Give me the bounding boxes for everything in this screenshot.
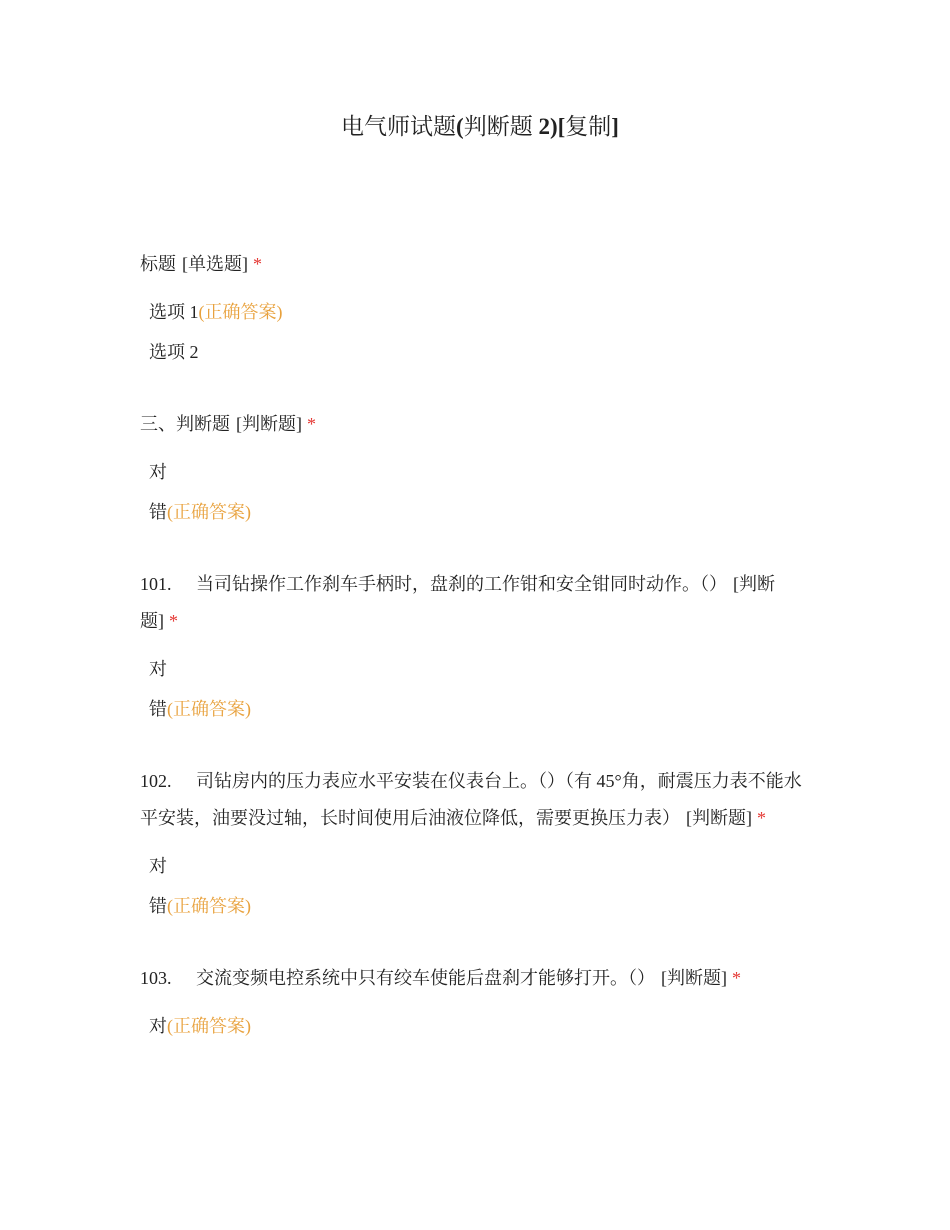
answer-option bbox=[140, 689, 810, 729]
question-text bbox=[140, 763, 810, 837]
option-list bbox=[140, 292, 810, 372]
required-marker: * bbox=[732, 968, 741, 988]
option-label: 对 bbox=[149, 462, 167, 482]
required-marker: * bbox=[307, 414, 316, 434]
option-list bbox=[140, 452, 810, 532]
correct-answer-marker: (正确答案) bbox=[167, 699, 251, 719]
question-type-tag: [单选题] bbox=[182, 254, 248, 274]
page-title bbox=[0, 110, 950, 144]
answer-option bbox=[140, 332, 810, 372]
answer-option bbox=[140, 492, 810, 532]
option-label: 对 bbox=[149, 856, 167, 876]
correct-answer-marker: (正确答案) bbox=[167, 896, 251, 916]
correct-answer-marker: (正确答案) bbox=[198, 302, 283, 322]
question-block bbox=[140, 960, 810, 1046]
question-block bbox=[140, 246, 810, 372]
answer-option bbox=[140, 649, 810, 689]
required-marker: * bbox=[169, 611, 178, 631]
option-label: 选项 2 bbox=[149, 342, 199, 362]
answer-option bbox=[140, 292, 810, 332]
title-number: 2)[ bbox=[532, 114, 566, 139]
option-list bbox=[140, 1006, 810, 1046]
option-label: 错 bbox=[149, 502, 167, 522]
answer-option bbox=[140, 886, 810, 926]
answer-option bbox=[140, 452, 810, 492]
option-list bbox=[140, 649, 810, 729]
question-number: 103. bbox=[140, 968, 172, 988]
correct-answer-marker: (正确答案) bbox=[167, 1016, 251, 1036]
option-label: 错 bbox=[149, 896, 167, 916]
question-text bbox=[140, 246, 810, 283]
question-type-tag: [判断题] bbox=[661, 968, 727, 988]
option-label: 选项 1 bbox=[149, 302, 199, 322]
question-text bbox=[140, 406, 810, 443]
question-block bbox=[140, 566, 810, 729]
title-text-type: 判断题 bbox=[463, 114, 533, 139]
required-marker: * bbox=[757, 808, 766, 828]
question-body: 司钻房内的压力表应水平安装在仪表台上。（）（有 45°角，耐震压力表不能水平安装，油要没过轴，长时间使用后油液位降低，需要更换压力表） bbox=[140, 771, 802, 828]
question-list bbox=[140, 246, 810, 1080]
title-text: 电气师试题 bbox=[341, 114, 457, 139]
question-type-tag: [判断题] bbox=[686, 808, 752, 828]
option-label: 错 bbox=[149, 699, 167, 719]
question-body: 交流变频电控系统中只有绞车使能后盘刹才能够打开。（） bbox=[196, 968, 655, 988]
question-block bbox=[140, 406, 810, 532]
question-number: 101. bbox=[140, 574, 172, 594]
question-number: 102. bbox=[140, 771, 172, 791]
correct-answer-marker: (正确答案) bbox=[167, 502, 251, 522]
answer-option bbox=[140, 846, 810, 886]
question-body: 标题 bbox=[140, 254, 176, 274]
title-paren-open: ( bbox=[456, 114, 464, 139]
question-type-tag: [判断题] bbox=[236, 414, 302, 434]
title-bracket-close: ] bbox=[611, 114, 619, 139]
option-list bbox=[140, 846, 810, 926]
question-type-tag: [判断题] bbox=[140, 574, 775, 631]
question-text bbox=[140, 566, 810, 640]
question-body: 三、判断题 bbox=[140, 414, 230, 434]
question-block bbox=[140, 763, 810, 926]
required-marker: * bbox=[253, 254, 262, 274]
answer-option bbox=[140, 1006, 810, 1046]
title-copy-label: 复制 bbox=[565, 114, 612, 139]
option-label: 对 bbox=[149, 659, 167, 679]
option-label: 对 bbox=[149, 1016, 167, 1036]
question-body: 当司钻操作工作刹车手柄时，盘刹的工作钳和安全钳同时动作。（） bbox=[196, 574, 727, 594]
question-text bbox=[140, 960, 810, 997]
